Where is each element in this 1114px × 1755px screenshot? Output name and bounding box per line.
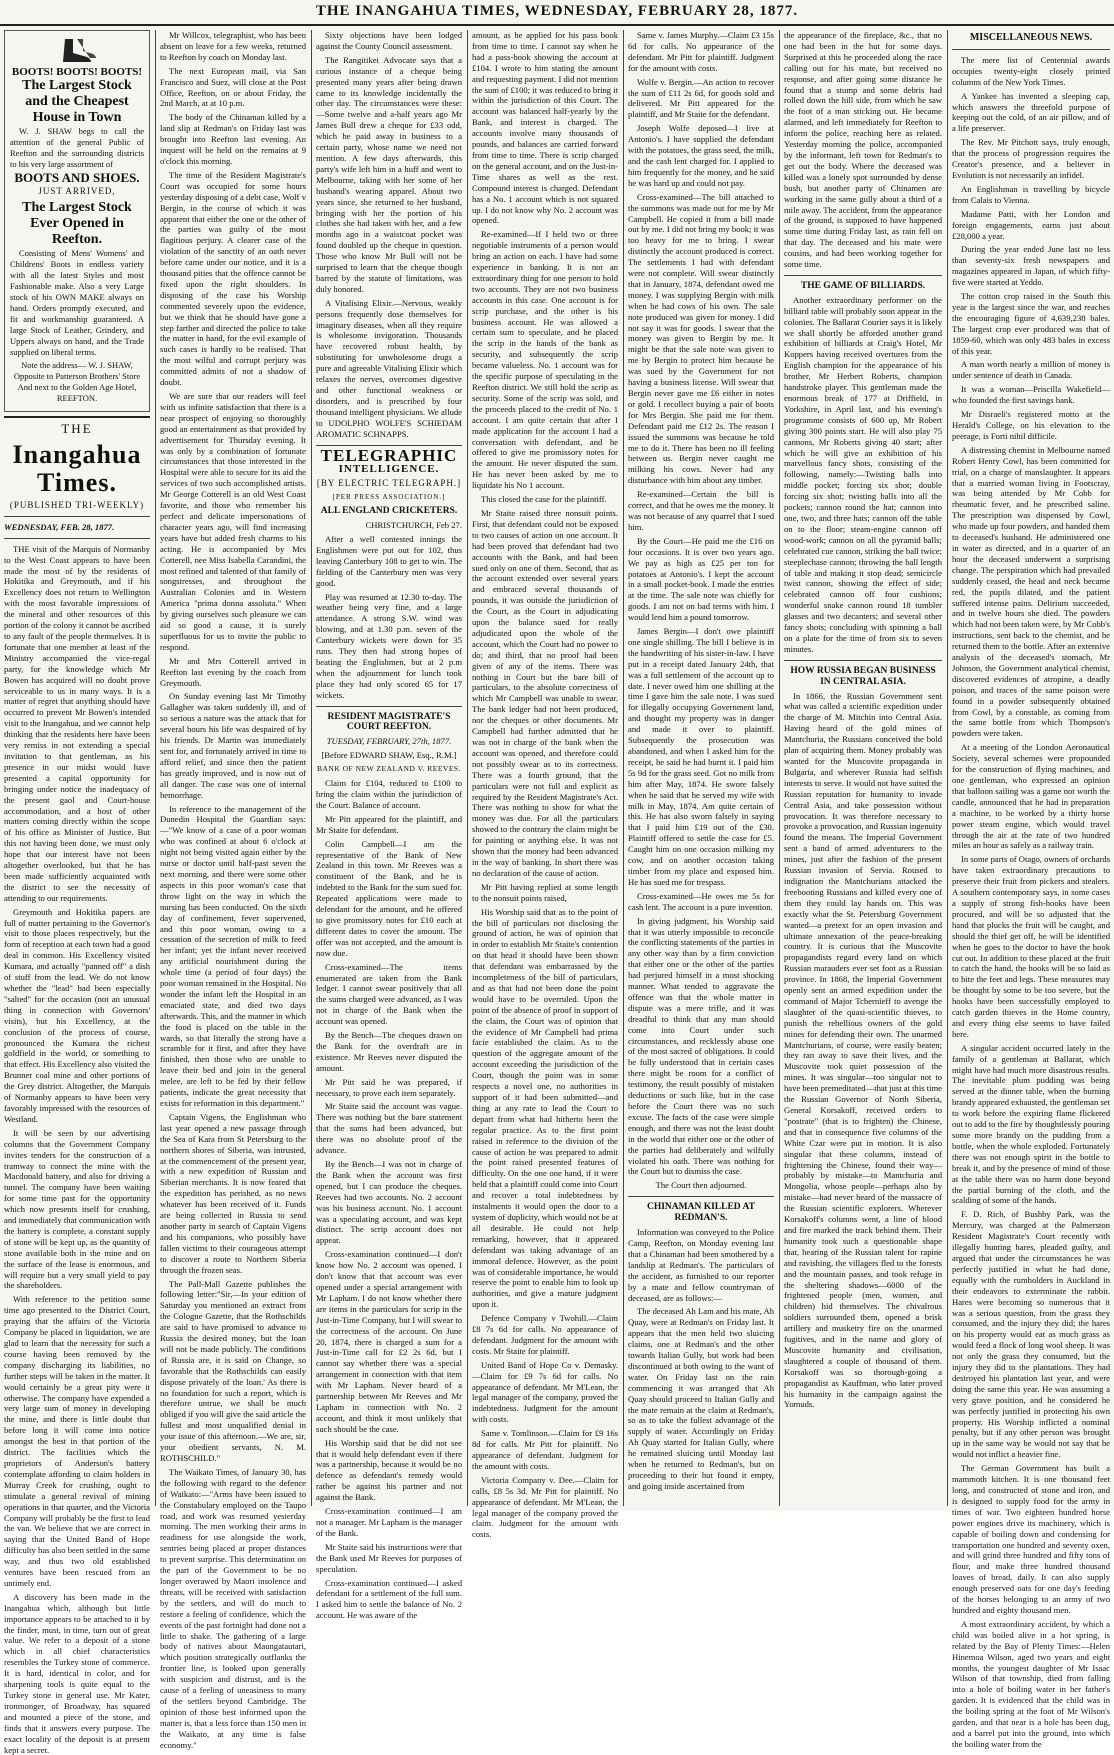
misc-item: In some parts of Otago, owners of orchards have taken extraordinary precautions to preserve their fruit from pickers and stealers. A southern contemporary says, in some cases a supply of strong fish-hooks have been procured, and will be so adjusted that the hand that plucks the fruit will be caught, and should the thief get off, he will be identified when he goes to the doctor to have the hook cut out. In addition to these placed at the fruit to catch the hand, the hooks will be so laid as to bite the feet and legs. These measures may be thought by some to be too severe, but the hooks have been successfully employed to catch garden thieves in the Home country, and every thing else seems to have failed here. — [952, 854, 1110, 1039]
news-item: In reference to the management of the Dunedin Hospital the Guardian says:—"We know of a case of a poor woman who was confined at about 6 o'clock at night not being visited again either by the nurse or doctor until half-past seven the next morning, and there were some other aspects in this poor woman's case that throw light on the way in which the nursing has been conducted. On the sixth day of confinement, fever supervened, and this poor woman, owing to a cessation of the secretion of milk to feed her infant; yet the infant never received any artificial nourishment during the whole time (a period of four days) the poor woman remained in the Hospital. No wonder the infant left the Hospital in an emaciated state, and died two days afterwards. This, and the manner in which the food is placed on the table in the wards, so that literally the strong have a scramble for it first, and after they have finished, then those who are unable to leave their bed and join in the general melee, are left to be fed by their fellow patients, indicate the great necessity that exists for reformation in this department." — [160, 803, 306, 1108]
advertorial: A Vitalising Elixir.—Nervous, weakly persons frequently dose themselves for imaginary diseases, when all they require is wholesome invigoration. Thousands have recovered robust health, by substituting for unwholesome drugs a pure and agreeable Vitalising Elixir which relaxes the nerves, overcomes digestive and other functional weakness or disorders, and is prescribed by four thousand intelligent physicians. We allude to UDOLPHO WOLFE'S SCHIEDAM AROMATIC SCHNAPPS. — [316, 297, 462, 439]
news-item: Sixty objections have been lodged against the County Council assessment. — [316, 30, 462, 51]
chinaman-para: Information was conveyed to the Police Camp, Reefton, on Monday evening last that a Chinaman had been smothered by a landslip at Redman's. The particulars of the accident, as furnished to our reporter by a mate and fellow countryman of deceased, are as follows:— — [628, 1227, 774, 1303]
court-para: Mr Staite said the account was vague. There was nothing but the bare statement that the sums had been advanced, but there was no absolute proof of the advance. — [316, 1101, 462, 1156]
court-para: Cross-examined—The items enumerated are taken from the Bank ledger. I cannot swear positively that all the sums charged were advanced, as I was not in charge of the Bank when the account was opened. — [316, 961, 462, 1027]
news-item: Mr Willcox, telegraphist, who has been absent on leave for a few weeks, returned to Reefton by coach on Monday last. — [160, 30, 306, 62]
misc-item: The cotton crop raised in the South this year is the largest since the war, and reaches the encouraging figure of 4,639,238 bales. The largest crop ever produced was that of 1859-60, which was only 483 bales in excess of this year. — [952, 291, 1110, 356]
column-2 — [160, 30, 306, 1750]
court-para: Cross-examination continued—I asked defendant for a settlement of the full sum. I asked him to settle the balance of No. 2 account. He was aware of the — [316, 1577, 462, 1621]
editorial-para-1: THE visit of the Marquis of Normanby to the West Coast appears to have been made the most of by the residents of Hokitika and Greymouth, and if his Excellency does not return to Wellington with the most favorable impressions of the mineral and other resources of this portion of the colony it cannot be ascribed to any fault of the people themselves. It is fortunate that one member at least of the Ministry accompanied the vice-regal party, for the knowledge which Mr Bowen has acquired will no doubt prove serviceable to us in many ways. It is a matter of regret that anything should have occurred to prevent Mr Bowen's intended visit to the Inangahua, and we cannot help thinking that the residents here have been very remiss in not extending a special invitation to that gentleman, as his presence in our midst would have presented a capital opportunity for bringing under notice the inadequacy of the present gaol and Court-house accommodation, and a host of other matters coming directly within the scope of his office as Minister of Justice. But this not having been done, we must only hope that our interest have not been altogether overlooked, but that he has been made sufficiently acquainted with the district to see the necessity of attending to our requirements. — [4, 543, 150, 903]
news-item: The time of the Resident Magistrate's Court was occupied for some hours yesterday disposing of a debt case, Wolf v Bergin, in the course of which it was apparent that either the one or the other of the parties was guilty of the most flagitious perjury. A clearer case of the violation of the sanctity of an oath never before came under our notice, and it is a thousand pities that the offence cannot be fixed upon the right shoulders. In disposing of the case his Worship commented severely upon the evidence, but we think that he should have gone a step farther and directed the police to take the matter in hand, for the evil example of such cases is hardly to be realised. That the most wilful and corrupt perjury was committed admits of not a shadow of doubt. — [160, 169, 306, 388]
misc-item: During the year ended June last no less than seventy-six fresh newspapers and magazines appeared in Japan, of which fifty-five were started at Yeddo. — [952, 244, 1110, 288]
misc-news-heading: MISCELLANEOUS NEWS. — [969, 32, 1093, 43]
editorial-para-5: A discovery has been made in the Inangahua which, although but little importance appears to be attached to it by the finder, must, in time, turn out of great value. We refer to a deposit of a stone which in all chief characteristics resembles the Turkey stone of commerce. It is hard, identical in color, and for sharpening tools is quite equal to the Turkey stone in general use. Mr Kater, ironmonger, of Broadway, has squared and mounted a piece of the stone, and finds that it answers every purpose. The exact locality of the deposit is at present kept a secret. — [4, 1591, 150, 1755]
court-para: Re-examined—If I held two or three negotiable instruments of a person would bring an action on each. I have had some experience in banking. It is not an extraordinary thing for one person to hold two accounts. They are not two business accounts in this case. One account is for scrip purchase, and the other is his business account. He was allowed a certain sum to speculate, and he placed the scrip in the hands of the bank as security, and subsequently the scrip became valueless. No. 1 account was for the specific purpose of speculating in the Reefton district. We still hold the scrip as security. Some of the scrip was sold, and the proceeds placed to the credit of No. 1 account. I am quite certain that after I made application for the account I had a conversation with defendant, and he offered to give me promissory notes for the amount. He never disputed the sum. He has never been asked by me to liquidate his No 1 account. — [472, 229, 618, 491]
court-para: Mr Pitt having replied at some length to the nonsuit points raised, — [472, 881, 618, 903]
chinaman-para: The deceased Ah Lam and his mate, Ah Quay, were at Redman's on Friday last. It appears that the men held two sluicing claims, one at Redman's and the other towards Italian Gully, but work had been discontinued at both owing to the want of water. On Friday last on the rain commencing it was arranged that Ah Quay should proceed to Italian Gully and the mate remain at the claim at Redman's, so as to take the fullest advantage of the supply of water. Accordingly on Friday Ah Quay started for Italian Gully, where he remained sluicing until Monday last when he returned to Redman's, but on proceeding to their hut found it empty, and going inside ascertained from — [628, 1306, 774, 1491]
boot-icon — [57, 37, 97, 63]
editorial-para-4: With reference to the petition some time ago presented to the District Court, praying that the affairs of the Victoria Company be placed in liquidation, we are glad to learn that the necessity for such a course having been removed by the company discharging its liabilities, no further steps will be taken in the matter. It would certainly be a great pity were it otherwise. The company have expended a very large sum of money in developing the mine, and there is little doubt that before long it will come into notice amongst the best in that portion of the district. The facilities which the proprietors of Anderson's battery contemplate affording to claim holders in Murray Creek for crushing, ought to stimulate a general revival of mining operations in that quarter, and the Victoria Company will probably be the first to lead the van. We believe that we are correct in saying that the United Band of Hope difficulty has also been settled in the same way, and thus two old established ventures have been rescued from an untimely end. — [4, 1294, 150, 1588]
court-para: His Worship said that as to the point of the bill of particulars not disclosing the ground of action, he was of opinion that in order to establish Mr Staite's contention on that head it should have been shown that defendant was embarrassed by the incompleteness of the bill of particulars, and as that had not been done the point would have to be overruled. Upon the point of the absence of proof in support of the claim, the Court was of opinion that the evidence of Mr Campbell had prima facie established the claim. As to the question of the aggregate amount of the account exceeding the jurisdiction of the Court, though the point was in some respects a novel one, no authorities in support of it had been submitted—and thing at any rate to lead the Court to depart from what had hitherto been the regular practice. As to the first point raised in reference to the division of the cause of action he was prepared to admit the point raised presented features of difficulty. On the one one hand, if it were held that a plaintiff could come into Court and recover a total indebtedness by instalments it would open the door to a system of duplicity, which would not be at all desirable. He could not help remarking, however, that it appeared defendant was taking advantage of an immoral defence. However, as the point was of considerable importance, he would reserve the point to enable him to look up authorities, and give a mature judgment upon it. — [472, 906, 618, 1310]
court-para: United Band of Hope Co v. Demasky.—Claim for £9 7s 6d for calls. No appearance of defendant. Mr M'Lean, the legal manager of the company, proved the indebtedness. Judgment for the amount with costs. — [472, 1359, 618, 1425]
column-1 — [4, 30, 150, 1755]
dateline: WEDNESDAY, FEB. 28, 1877. — [4, 521, 115, 532]
court-para: Same v. James Murphy.—Claim £3 15s 6d for calls. No appearance of the defendant. Mr Pitt for plaintiff. Judgment for the amount with costs. — [628, 30, 774, 73]
court-adjourned: The Court then adjourned. — [655, 1180, 747, 1191]
court-para: Claim for £104, reduced to £100 to bring the claim within the jurisdiction of the Court. Balance of account. — [316, 778, 462, 810]
news-item: The Pall-Mall Gazette publishes the following letter:"Sir,—In your edition of Saturday you mentioned an extract from the Cologne Gazette, that the Rothschilds are said to have promised to advance to Russia the desired money, but the loan will not be made publicly. The conditions of Russia are, it is said on Change, so favorable that the Rothschilds can easily dispose privately of the loan.' As there is no foundation for such a report, which is therefore untrue, we shall be much obliged if you will give the said article the fullest and most unqualified denial in your issue of this afternoon.—We are, sir, your obedient servants, N. M. ROTHSCHILD." — [160, 1278, 306, 1463]
misc-item: Mr Disraeli's registered motto at the Herald's College, on his elevation to the peerage, is Forti nihil difficile. — [952, 409, 1110, 441]
misc-item: The German Government has built a mammoth kitchen. It is one thousand feet long, and constructed of stone and iron, and is designed to supply food for the army in times of war. Two eighteen hundred horse power engines drive its machinery, which is capable of boiling down and condensing for transportation one hundred and seventy oxen, and will grind three hundred and fifty tons of flour, and make three hundred thousand loaves of bread, daily. It can also supply enough preserved oats for one day's feeding of the horses belonging to an army of two hundred and eighty thousand men. — [952, 1463, 1110, 1615]
misc-item: A most extraordinary accident, by which a child was boiled alive in a hot spring, is related by the Bay of Plenty Times:—Helen Hinemoa Wilson, aged two years and eight months, the youngest daughter of Mr Isaac Wilson of that township, died from falling into a hole of boiling water in her father's garden. It is evidenced that the child was in the boiling spring at the foot of Mr Wilson's garden, and that near is a hole has been dug, and a barrel put into the ground, into which the boiling water from the — [952, 1618, 1110, 1749]
misc-item: At a meeting of the London Aeronautical Society, several schemes were propounded for the construction of flying machines, and one gentleman, who expressed an opinion that balloon sailing was a game not worth the candle, announced that he had in preparation a machine, to be worked by a thirty horse power steam engine, which would travel through the air at the rate of two hundred miles an hour as safely as a railway train. — [952, 742, 1110, 851]
intelligence-heading: INTELLIGENCE. — [338, 463, 440, 476]
news-item: We are sure that our readers will feel with us infinite satisfaction that there is a near prospect of enjoying so thoroughly good an entertainment as that provided by advertisement for Thursday evening. It was only by a combination of fortunate circumstances that those interested in the Hospital were able to secure for its aid the services of two such accomplished artists. Mr George Cotterell is an old West Coast favorite, and those who remember his perfect and delicate impersonations of character years ago, will find increasing years have but added fresh charms to his acting. He is accompanied by Mrs Cotterell, nee Miss Isabella Carandini, the most refined and talented of that family of songstresses, and throughout the Australian Colonies and in Western America "prima donna assoluta." When by giving ourselves such pleasure we can aid so good a cause, it is surely superfluous for us to invite the public to respond. — [160, 391, 306, 652]
ad-largest-stock: The Largest Stock Ever Opened in Reefton. — [22, 200, 132, 248]
court-para: Joseph Wolfe deposed—I live at Antonio's. I have supplied the defendant with the potatoes, the grass seed, the milk, and the cash lent charged for. I applied to him frequently for the money, and he said he was hard up and could not pay. — [628, 123, 774, 188]
court-para: Cross-examined—The bill attached to the summons was made out for me by Mr Campbell. He copied it from a bill made out by me. I did not bring my book; it was too heavy for me to bring. I swear distinctly the account produced is correct. The settlements I had with defendant were not complete. Will swear distinctly that in January, 1874, defendant owed me money. I was supplying Bergin with milk when he had cows of his own. The sale note produced was given for money. I did not say it was for goods. I swear that the money was given to Bergin by me. It might be that the sale note was given to me by Bergin to protect him because he was sued by the Government for not having a business license. Will swear that Bergin never gave me £6 either in notes or gold. I recollect buying a pair of boots for Mrs Bergin. She paid me for them. Defendant paid me £12 2s. The reason I issued the summons was because he told me to do it. There has been no ill feeling between us. Bergin never caught me milking his cows. Never had any disturbance with him about any timber. — [628, 191, 774, 486]
press-association-line: [PER PRESS ASSOCIATION.] — [332, 493, 446, 502]
court-para: In giving judgment, his Worship said that it was utterly impossible to reconcile the conflicting statements of the parties in any other way than by a firm conviction that either one or the other of the parties had perjured himself in a most shocking manner. What tended to aggravate the offence was that the whole matter in dispute was a mere trifle, and it was dreadful to think that any man should come into Court under such circumstances, and recklessly abuse one of the most sacred of obligations. It could be fully understood that in certain cases there might be room for a conflict of testimony, the result possibly of mistaken deductions or such like, but in the case before the Court there was no such excuse. The facts of the case were simple enough, and there was not the least doubt in the world that either one or the other of the parties had deliberately and wilfully violated his oath. There was nothing for the Court but to dismiss the case. — [628, 915, 774, 1177]
court-para: Re-examined—Certain the bill is correct, and that he owes me the money. It was not because of any quarrel that I sued him. — [628, 489, 774, 532]
news-item: The next European mail, via San Francisco and Suez, will close at the Post Office, Reefton, on or about Friday, the 2nd March, at at 10 p.m. — [160, 65, 306, 109]
russia-para: In 1866, the Russian Government sent what was called a scientific expedition under the charge of M. Mitchin into Central Asia. Having heard of the gold mines of Mantchuria, the Russians conceived the bold plan of acquiring them. Money probably was wanted for the Muscovite propaganda in Bulgaria, and wherever Russia had selfish interests to serve. It would not have suited the Russian reputation for humanity to invade Central Asia, and take possession without provocation. It was therefore necessary to provoke a provocation, and Russian ingenuity found the means. The Imperial Government sent a band of armed adventurers to the mines, just after the fashion of the present Russian invasion of Servia. Roused to indignation the Mantchurians attacked the freebooting Russians and killed every one of them they could lay hands on. This was exactly what the St. Petersburg Government wanted—a pretext for an open invasion and ultimate annexation of the peace-breaking country. It is curious that the Muscovite propagandists regard every land on which Russian marauders ever set foot as a Russian province. In 1868, the Imperial Government openly sent an armed expedition under the command of Major Tchernieff to avenge the slaughter of the quasi-scientific thieves, to punish the rebellious owners of the gold mines for defending their own. The unarmed Mantchurians, of course, were easily beaten; they ran away to save their lives, and the Muscovite took quiet possession of the mines. It was singular—too singular not to have been premeditated—that just at this time the Russian Governor of North Siberia, General Korsakoff, received orders to "postrate" (that is to frighten) the Chinese, and that in consequence five columns of the White Czar were put in motion. It is also singular that these columns, instead of frightening the Chinese, found their way—probably by mistake—to Mantchuria and Mongolia, whose people—perhaps also by mistake—had never heard of the massacre of the Russian scientific explorers. Wherever Korsakoff's columns went, a line of blood and fire marked the track behind them. Their humanity took such a questionable shape that, hearing of the Russian talent for rapine and ravishing, the villagers fled to the forests and the mountain passes, and took refuge in the sheltering shadows—6000 of the frightened people (men, women, and children) hid themselves. The chivalrous soldiers surrounded them, opened a brisk artillery and musketry fire on the unarmed fugitives, and in the name and glory of Muscovite humanity and civilisation, slaughtered a couple of thousand of them. Korsakoff was so thorough-going a propagandist as Kauffman, who later proved his humanity in the campaign against the Yomuds. — [784, 690, 942, 1410]
ad-address: Note the address— W. J. SHAW, Opposite to Patterson Brothers' Store And next to the Golden Age Hotel, REEFTON. — [13, 360, 141, 404]
column-3 — [316, 30, 462, 1621]
court-para: Wolfe v. Bergin.—An action to recover the sum of £11 2s 6d, for goods sold and delivered. Mr Pitt appeared for the plaintiff, and Mr Staite for the defendant. — [628, 76, 774, 120]
news-item: The Waikato Times, of January 30, has the following with regard to the defence of Waikato:—"Arms have been issued to the Constabulary employed on the Taupo road, and work was resumed yesterday morning. The men working their arms in readiness for use alongside the work, sentries being placed at proper distances to prevent surprise. This determination on the part of the Government to be no longer overawed by Maori insolence and threats, will be received with satisfaction by the settlers, and will do much to restore a feeling of confidence, which the events of the past fortnight had done not a little to shake. The gathering of a large body of natives about Maungatautari, which position strategically outflanks the frontier line, is looked upon generally with suspicion and distrust, and is the cause of a feeling of uneasiness to many of the settlers beyond Cambridge. The opinion of those best informed upon the matter is, that a less force than 150 men in the Waikato, at any time is false economy." — [160, 1466, 306, 1750]
court-para: By the Bench—The cheques drawn on the Bank for the overdraft are in existence. Mr Reeves never disputed the amount. — [316, 1030, 462, 1073]
court-para: This closed the case for the plaintiff. — [481, 494, 607, 505]
court-para: Same v. Tomlinson.—Claim for £9 16s 8d for calls. Mr Pitt for plaintiff. No appearance of defendant. Judgment for the amount with costs. — [472, 1428, 618, 1471]
misc-item: F. D. Rich, of Bushby Park, was the Mercury, was charged at the Palmerston Resident Magistrate's Court recently with illegally hunting hares, pleaded guilty, and argued that under the circumstances he was perfectly justified in what he had done, equally with the rumholders in Auckland in their endeavors to exterminate the rabbit. Hares were becoming so numerous that it was a serious question, from the grass they consumed, and the injury they did; the hares on his property would eat as much grass as would feed a flock of long wool sheep. It was not only the grass they consumed, but the injury they did to the plantations. They had destroyed his plantation last year, and were doing the same this year. He was assuming a very grave position, and he considered he was perfectly justified in protecting his own property. His Worship inflicted a nominal penalty, but if any other person was brought up in the same way he would not say that he would not inflict a heavier fine. — [952, 1209, 1110, 1460]
running-title: THE INANGAHUA TIMES, WEDNESDAY, FEBRUARY 28, 1877. — [315, 3, 799, 19]
news-item: The Rangitikei Advocate says that a curious instance of a cheque being presented many years after being drawn came to its knowledge incidentally the other day. The circumstances were these:—Some twelve and a-half years ago Mr James Bull drew a cheque for £33 odd, which he paid away in business to a certain party, whose name we need not mention. A few days afterwards, this party's wife left him in a huff and went to Melbourne, taking with her some of her husband's wearing apparel. About two years since, she returned to her husband, bringing with her the portion of his clothes she had taken with her, and a few months ago in a waistcoat pocket was found doubled up the cheque in question. Those who know Mr Bull will not be surprised to learn that the cheque though barred by the statute of limitations, was duly honored. — [316, 54, 462, 294]
court-para: Defence Company v Twohill.—Claim £8 7s 6d for calls. No appearance of defendant. Judgment for the amount with costs. Mr Staite for plaintiff. — [472, 1313, 618, 1356]
billiards-para: Another extraordinary performer on the billiard table will probably soon appear in the colonies. The Ballarat Courier says it is likely we shall shortly be afforded another grand exhibition of billiards at Craig's Hotel, Mr Koppers having received overtures from the English champion for the appearance of his brother, Mr Herbert Roberts, champion handstroke player. This gentleman made the enormous break of 177 at Driffield, in Yorkshire, in April last, and his evening's programme consists of 600 up, Mr Robert giving 300 points start. He will also play 75 cannons, Mr Roberts giving 40 start; after which he will give an exhibition of his marvellous fancy shots, consisting of the following, namely:—Twisting balls into middle pocket; forcing six shot; double forcing six shot; twisting balls into all the pockets; cannon round the hat; cannon into one, two, and three hats; cannon off the table on to the floor; steam-engine cannon off wood-work; cannon on all the pyramid balls; celebrated cue cannon, striking the ball twice; steeplechase cannon; throwing the ball length of table and making it stop dead; semicircle twist cannon, showing the effect of side; celebrated cannon off four cushions; wonderful snake cannon round 18 tumbler glasses and two decanters; and several other fancy shots; concluding with spinning a ball on a plate for the time of from six to seven minutes. — [784, 294, 942, 654]
court-before: [Before EDWARD SHAW, Esq., R.M.] — [321, 750, 457, 761]
court-para: Cross-examination continued—I am not a manager. Mr Lapham is the manager of the Bank. — [316, 1506, 462, 1538]
cricket-heading: ALL ENGLAND CRICKETERS. — [320, 506, 458, 517]
court-heading: RESIDENT MAGISTRATE'S COURT REEFTON. — [327, 711, 451, 733]
misc-item: The mere list of Centennial awards occupies twenty-eight closely printed columns of the New York Times. — [952, 54, 1110, 87]
ad-boots-shoes: BOOTS AND SHOES. — [14, 169, 140, 185]
cricket-para: After a well contested innings the Englishmen were put out for 102, thus leaving Canterbury 108 to get to win. The fielding of the Canterbury men was very good. — [316, 533, 462, 588]
ad-body-2: Consisting of Mens' Womens' and Childrens' Boots in endless variety with all the latest Styles and most Fashionable make. Also a very Large stock of his OWN MAKE always on hand. Orders promptly executed, and fit and workmanship guaranteed. A large Stock of Leather, Grindery, and Uppers always on hand, and the Trade supplied on liberal terms. — [10, 248, 144, 357]
misc-item: A man worth nearly a million of money is under sentence of death in Canada. — [952, 359, 1110, 381]
paper-the: THE — [61, 421, 93, 437]
court-para: Colin Campbell—I am the representative of the Bank of New Zealand in this town. Mr Reeves was a constituent of the Bank, and he is indebted to the Bank for the sum sued for. Repeated applications were made to defendant for the amount, and he offered to give promissory notes for £10 each at different dates to cover the amount. The offer was not accepted, and the amount is now due. — [316, 838, 462, 958]
columns — [4, 30, 1110, 1755]
news-item: Captain Vigens, the Englishman who last year opened a new passage through the Sea of Kara from St Petersburg to the northern shores of Siberia, was intrusted, at the commencement of the present year, with a new expedition of Russian and Siberian merchants. It is now feared that the expedition has perished, as no news whatever has been received of it. Funds are being collected in Russia to send another party in search of Captain Vigens and his companions, who possibly have fallen victims to their courageous attempt to discover a route to Northern Siberia through the frozen seas. — [160, 1111, 306, 1275]
ad-header: BOOTS! BOOTS! BOOTS! — [11, 66, 143, 78]
chinaman-para: the appearance of the fireplace, &c., that no one had been in the hut for some days. Surprised at this he proceeded along the race calling out for his mate, but received no response, and after going some distance he found that a stump and some debris had rolled down the hill side, from which he saw the foot of a man sticking out. He became alarmed, and left immediately for Reefton to inform the police, reaching here as related. Yesterday morning the police, accompanied by the informant, left town for Redman's to get out the body. Where the deceased was killed was a lonely spot surrounded by dense bush, but another party of Chinamen are working in the same gully about a third of a mile away. The accident, from the appearance of the ground, is supposed to have happened some time during Friday last, as rain fell on that day. The deceased and his mate were cousins, and had been working together for some time. — [784, 30, 942, 270]
court-para: His Worship said that he did not see that it would help defendant even if there was a partnership, because it would be no defence as defendant's remedy would rather be against his partner and not against the Bank. — [316, 1437, 462, 1503]
cricket-para: Play was resumed at 12.30 to-day. The weather being very fine, and a large attendance. A strong S.W. wind was blowing, and at 1.30 p.m. seven of the Canterbury wickets were down for 35 runs. They then had strong hopes of beating the Englishmen, but at 2 p.m when the adjournment for lunch took place they had only scored 65 for 17 wickets. — [316, 591, 462, 700]
court-para: Mr Staite raised three nonsuit points. First, that defendant could not be exposed to two causes of action on one account. It had been proved that defendant had two accounts with the Bank, and had been sued only on one of them. Second, that as the account extended over several years and embraced several thousands of pounds, it was outside the jurisdiction of the Court, as the Court in adjudicating upon the balance sued for really adjudicated upon the whole of the account, which the Court had no power to do; and third, that no proof had been given of any of the items. There was nothing in Court but the bare bill of particulars, to the absolute correctness of which Mr Campbell was unable to swear. The bank ledger had not been produced, nor the cheques or other documents. Mr Campbell had further admitted that he was not in charge of the bank when the account was opened, and therefore could not possibly swear as to its correctness. There was a fourth ground, that the particulars were not full and explicit as required by the Resident Magistrate's Act. There was nothing to show for what the money was due. For all the particulars showed to the contrary the claim might be for painting or anything else. It was not shown that the money had been advanced in the way of banking. In short there was no declaration of the cause of action. — [472, 507, 618, 878]
column-7 — [952, 30, 1110, 1749]
telegraphic-heading: TELEGRAPHIC — [320, 445, 458, 465]
court-para: Mr Pitt said he was prepared, if necessary, to prove each item separately. — [316, 1076, 462, 1098]
court-case-title: BANK OF NEW ZEALAND V. REEVES. — [317, 764, 461, 774]
ad-body-1: W. J. SHAW begs to call the attention of the general Public of Reefton and the surrounding districts to his very large assortment of — [10, 125, 144, 169]
news-item: The body of the Chinaman killed by a land slip at Redman's on Friday last was brought into Reefton last evening. An inquest will be held on the remains at 9 o'clock this morning. — [160, 112, 306, 166]
news-item: Mr and Mrs Cotterell arrived in Reefton last evening by the coach from Greymouth. — [160, 655, 306, 688]
misc-item: An Englishman is travelling by bicycle from Calais to Vienna. — [952, 183, 1110, 205]
court-para: By the Bench—I was not in charge of the Bank when the account was first opened, but I can produce the cheques. Reeves had two accounts. No. 2 account was his business account. No. 1 account was a speculating account, and was kept distinct. The scrip account does not appear. — [316, 1159, 462, 1246]
news-item: On Sunday evening last Mr Timothy Gallagher was taken suddenly ill, and of so serious a nature was the attack that for several hours his life was despaired of by his friends. Dr Martin was immediately sent for, and fortunately arrived in time to afford relief, and since then the patient has greatly improved, and is now out of all danger. The case was one of internal hemorrhage. — [160, 691, 306, 800]
electric-telegraph-line: [BY ELECTRIC TELEGRAPH.] — [316, 478, 462, 489]
misc-item: Madame Patti, with her London and foreign engagements, earns just about £28,000 a year. — [952, 208, 1110, 241]
ad-slogan: The Largest Stock and the Cheapest House in Town — [22, 77, 132, 125]
court-para: By the Court—He paid me the £16 on four occasions. It is over two years ago. We pay as high as £25 per ton for potatoes at Antonio's. I kept the account in a small pocket-book. I made the entries at the time. The sale note was chiefly for goods. I am not on bad terms with him. I would lend him a pound tomorrow. — [628, 535, 774, 623]
column-4 — [472, 30, 618, 1540]
court-para: Mr Pitt appeared for the plaintiff, and Mr Staite for defendant. — [316, 813, 462, 835]
paper-subtitle: (PUBLISHED TRI-WEEKLY) — [9, 499, 145, 510]
boots-advertisement — [4, 30, 150, 412]
paper-nameplate: Inangahua Times. — [12, 439, 142, 497]
misc-item: The Rev. Mr Pitchott says, truly enough, that the process of progression requires the Creator's presence, and a believer in Evolution is not necessarily an infidel. — [952, 137, 1110, 180]
ad-just-arrived: JUST ARRIVED, — [38, 186, 116, 197]
misc-item: A singular accident occurred lately in the family of a gentleman at Ballarat, which might have had much more disastrous results. The inevitable plum pudding was being served at the dinner table, when the burning brandy appeared exhausted, the gentleman set to work before the expiring flame flickered out to add to the fire by thoughtlessly pouring some more brandy on the pudding from a bottle, when the whole exploded. Fortunately there was not enough spirit in the bottle to break it, and by the presence of mind of those at the table there was no harm done beyond the partial burning of the cloth, and the scalding of some of the hands. — [952, 1042, 1110, 1206]
chinaman-heading: CHINAMAN KILLED AT REDMAN'S. — [646, 1202, 756, 1224]
russia-heading: HOW RUSSIA BEGAN BUSINESS IN CENTRAL ASIA. — [790, 665, 936, 687]
column-5 — [628, 30, 774, 1506]
editorial-para-2: Greymouth and Hokitika papers are full of matter pertaining to the Governor's visit to those places respectively, but the form of reception at each town had a good deal in common. His Excellency visited Kumara, and actually "panned off" a dish of stuff from the lead. We do not know whether the "lead" had been especially "salted" for the occasion (not an unusual thing in connection with Governors' visits), but his Excellency, at the conclusion of the process of course, pronounced the Kumara the richest goldfield in the world, or something to that effect. His Excellency also visited the Brunner coal mine and other portions of the Grey district. Altogether, the Marquis of Normanby appears to have been very favorably impressed with the resources of Westland. — [4, 906, 150, 1124]
court-para: Cross-examined—He owes me 5s for cash lent. The account is a pure invention. — [628, 890, 774, 912]
court-para: Victoria Company v. Dee.—Claim for calls, £8 5s 3d. Mr Pitt for plaintiff. No appearance of defendant. Mr M'Lean, the legal manager of the company proved the claim. Judgment for the amount with costs. — [472, 1474, 618, 1540]
court-para: amount, as he applied for his pass book from time to time. I cannot say when he had a pass-book showing the account at £104. I wrote to him stating the amount and requesting payment. I did not mention the sum of £100; it was reduced to bring it within the jurisdiction of this Court. The account was balanced half-yearly by the Bank, and interest is charged. The accounts involve many thousands of pounds, and balances are carried forward from time to time. There is scrip charged on the general account, and on the Just-in-Time shares as well as the rest. Compound interest is charged. Defendant has a No. 1 account which is not squared up. I do not know why No. 2 account was opened. — [472, 30, 618, 226]
editorial-para-3: It will be seen by our advertising columns that the Government Company invites tenders for the construction of a tramway to connect the mine with the Macdonald battery, and also for driving a tunnel. The company have been waiting for some time past for the opportunity which now presents itself for crushing, and immediately that communication with the battery is complete, a constant supply of stone will be kept up, as the quantity of stone available both in the mine and on the surface of the lease is enormous, and will require but a very small yield to pay the shareholders. — [4, 1127, 150, 1291]
misc-item: A distressing chemist in Melbourne named Robert Henry Cowl, has been committed for trial, on a charge of manslaughter. It appears that a married woman living in Footscray, was being attended by Mr Cobb for rheumatic fever, and he prescribed saline. The prescription was dispensed by Cowl, who made up four powders, and handed them to deceased's husband. He administered one in water as directed, and in a quarter of an hour the deceased underwent a surprising change. The perspiration which had prevailed suddenly ceased, the head and neck became red, the pupils dilated, and the patient suffered intense pains. Delirium succeeded, and in twelve hours she died. The powders which had not been taken were, by Mr Cobb's instructions, sent back to the chemist, and he returned them to the bottle. After an extensive analysis of the deceased's stomach, Mr Johnson, the Government analytical chemist, discovered evidences of atropine, a deadly poison, and traces of the same poison were found in a powder subsequently obtained from Cowl, by a constable, as coming from the same bottle from which Thompson's powders were taken. — [952, 444, 1110, 739]
billiards-heading: THE GAME OF BILLIARDS. — [800, 280, 926, 291]
misc-item: It was a woman—Priscilla Wakefield—who founded the first savings bank. — [952, 384, 1110, 406]
court-para: Cross-examination continued—I don't know how No. 2 account was opened. I don't know that that account was ever opened under a special arrangement with Mr Lapham. I do not know whether there are items in the particulars for scrip in the Just-in-Time Company, but I will swear to the correctness of the account. On June 20, 1874, there is charged a sum for a Just-in-Time call for £2 2s 6d, but I cannot say whether there was a special arrangement in connection with that item with Mr Lapham. Never heard of a partnership between Mr Reeves and Mr Lapham in connection with No. 2 account, and think it most unlikely that such should be the case. — [316, 1249, 462, 1434]
cricket-dateline: CHRISTCHURCH, Feb 27. — [365, 520, 462, 531]
running-header — [0, 0, 1114, 26]
misc-item: A Yankee has invented a sleeping cap, which answers the threefold purpose of keeping out the cold, of an air pillow, and of a life preserver. — [952, 90, 1110, 134]
court-para: James Bergin—I don't owe plaintiff one single shilling. The bill I believe is in the handwriting of his sister-in-law. I have put in a receipt dated January 24th, that was a full settlement of the account up to date. I never owed him one shilling at the time I gave him the sale note. I was sued for illegally occupying Government land, and thought my property was in danger and made it over to plaintiff. Subsequently the prosecution was abandoned, and when I asked him for the receipt, he said he had burnt it. I paid him 5s 9d for the grass seed. Got no milk from him after May, 1874. He swore falsely when he said that he served my wife with milk in May, 1874. Am quite certain of this. He has also sworn falsely in saying that I paid him £19 out of the £30. Plaintiff offered to settle the case for £5. Caught him on one occasion milking my cow, and on another occasion taking timber from my place and exposed him. He has sued me for trespass. — [628, 626, 774, 887]
court-date: TUESDAY, FEBRUARY, 27th, 1877. — [326, 736, 452, 747]
court-para: Mr Staite said his instructions were that the Bank used Mr Reeves for purposes of speculation. — [316, 1541, 462, 1574]
column-6 — [784, 30, 942, 1506]
